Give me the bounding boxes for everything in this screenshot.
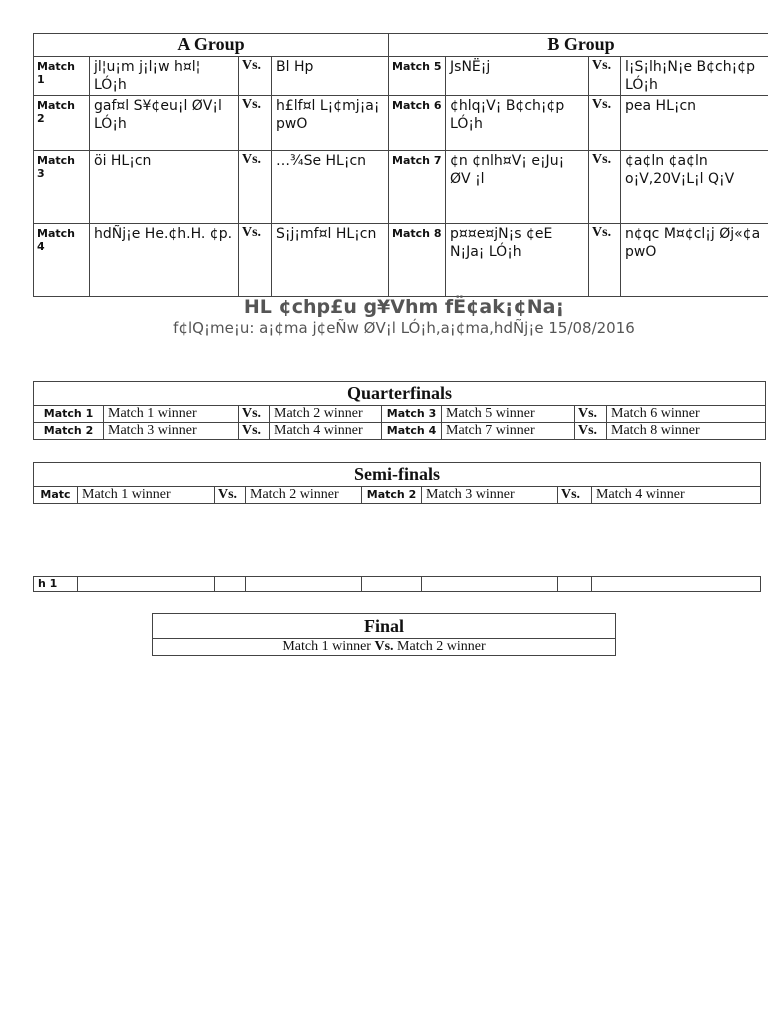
vs-label: Vs. bbox=[589, 57, 621, 96]
table-row bbox=[34, 577, 761, 592]
match-label: Match 3 bbox=[382, 406, 442, 423]
match-label: Match 2 bbox=[34, 423, 104, 440]
team-name: pea HL¡cn bbox=[621, 96, 768, 151]
match-label: h 1 bbox=[34, 577, 78, 592]
table-row bbox=[34, 151, 768, 224]
vs-label: Vs. bbox=[558, 487, 592, 504]
team-slot: Match 8 winner bbox=[607, 423, 766, 440]
team-name: JsNË¡j bbox=[446, 57, 589, 96]
team-name: Bl Hp bbox=[272, 57, 389, 96]
quarterfinals-title: Quarterfinals bbox=[34, 382, 766, 406]
empty-cell bbox=[422, 577, 558, 592]
team-slot: Match 2 winner bbox=[246, 487, 362, 504]
team-name: ¢n ¢nlh¤V¡ e¡Ju¡ ØV ¡l bbox=[446, 151, 589, 224]
team-name: hdÑj¡e He.¢h.H. ¢p. bbox=[90, 224, 239, 297]
team-name: p¤¤e¤jN¡s ¢eE N¡Ja¡ LÓ¡h bbox=[446, 224, 589, 297]
team-slot: Match 1 winner bbox=[104, 406, 239, 423]
semifinals-title: Semi-finals bbox=[34, 463, 761, 487]
empty-cell bbox=[215, 577, 246, 592]
vs-label: Vs. bbox=[589, 224, 621, 297]
match-label: Match 6 bbox=[389, 96, 446, 151]
team-name: ¢hlq¡V¡ B¢ch¡¢p LÓ¡h bbox=[446, 96, 589, 151]
final-title: Final bbox=[153, 614, 616, 639]
group-a-title: A Group bbox=[34, 34, 389, 57]
vs-label: Vs. bbox=[589, 151, 621, 224]
vs-label: Vs. bbox=[239, 423, 270, 440]
match-label: Match 1 bbox=[34, 406, 104, 423]
team-name: …¾Se HL¡cn bbox=[272, 151, 389, 224]
vs-label: Vs. bbox=[239, 151, 272, 224]
team-slot: Match 2 winner bbox=[270, 406, 382, 423]
vs-label: Vs. bbox=[239, 224, 272, 297]
team-slot: Match 2 winner bbox=[397, 639, 486, 654]
match-label: Match 2 bbox=[362, 487, 422, 504]
quarterfinals-table bbox=[33, 381, 766, 440]
match-label: Match 8 bbox=[389, 224, 446, 297]
team-name: jl¦u¡m j¡l¡w h¤l¦ LÓ¡h bbox=[90, 57, 239, 96]
tournament-title: HL ¢chp£u g¥Vhm fË¢ak¡¢Na¡ bbox=[243, 296, 565, 318]
table-row bbox=[34, 224, 768, 297]
match-label: Match 5 bbox=[389, 57, 446, 96]
team-name: h£lf¤l L¡¢mj¡a¡ pwO bbox=[272, 96, 389, 151]
team-slot: Match 3 winner bbox=[104, 423, 239, 440]
vs-label: Vs. bbox=[215, 487, 246, 504]
semifinals-table bbox=[33, 462, 761, 504]
team-name: l¡S¡lh¡N¡e B¢ch¡¢p LÓ¡h bbox=[621, 57, 768, 96]
vs-label: Vs. bbox=[239, 57, 272, 96]
match-label: Match 4 bbox=[382, 423, 442, 440]
team-name: S¡j¡mf¤l HL¡cn bbox=[272, 224, 389, 297]
final-matchup bbox=[153, 639, 616, 656]
match-label: Match 1 bbox=[34, 57, 90, 96]
team-slot: Match 4 winner bbox=[270, 423, 382, 440]
semifinals-overflow-row bbox=[33, 576, 761, 592]
team-slot: Match 1 winner bbox=[78, 487, 215, 504]
team-slot: Match 7 winner bbox=[442, 423, 575, 440]
table-row bbox=[34, 406, 766, 423]
team-slot: Match 6 winner bbox=[607, 406, 766, 423]
table-row bbox=[153, 639, 616, 656]
table-row bbox=[34, 57, 768, 96]
empty-cell bbox=[78, 577, 215, 592]
team-slot: Match 4 winner bbox=[592, 487, 761, 504]
match-label: Match 7 bbox=[389, 151, 446, 224]
team-slot: Match 5 winner bbox=[442, 406, 575, 423]
match-label: Match 4 bbox=[34, 224, 90, 297]
empty-cell bbox=[246, 577, 362, 592]
tournament-subtitle: f¢lQ¡me¡u: a¡¢ma j¢eÑw ØV¡l LÓ¡h,a¡¢ma,hdÑj¡e 15/08/2016 bbox=[173, 319, 635, 337]
vs-label: Vs. bbox=[575, 406, 607, 423]
final-table bbox=[152, 613, 616, 656]
empty-cell bbox=[558, 577, 592, 592]
vs-label: Vs. bbox=[589, 96, 621, 151]
vs-label: Vs. bbox=[239, 406, 270, 423]
match-label: Match 2 bbox=[34, 96, 90, 151]
team-name: öi HL¡cn bbox=[90, 151, 239, 224]
empty-cell bbox=[592, 577, 761, 592]
match-label: Matc bbox=[34, 487, 78, 504]
match-label: Match 3 bbox=[34, 151, 90, 224]
empty-cell bbox=[362, 577, 422, 592]
team-name: gaf¤l S¥¢eu¡l ØV¡l LÓ¡h bbox=[90, 96, 239, 151]
team-name: ¢a¢ln ¢a¢ln o¡V,20V¡L¡l Q¡V bbox=[621, 151, 768, 224]
team-name: n¢qc M¤¢cl¡j Øj«¢a pwO bbox=[621, 224, 768, 297]
group-stage-table bbox=[33, 33, 768, 297]
table-row bbox=[34, 96, 768, 151]
group-b-title: B Group bbox=[389, 34, 768, 57]
vs-label: Vs. bbox=[239, 96, 272, 151]
vs-label: Vs. bbox=[374, 639, 394, 654]
table-row bbox=[34, 423, 766, 440]
team-slot: Match 3 winner bbox=[422, 487, 558, 504]
vs-label: Vs. bbox=[575, 423, 607, 440]
team-slot: Match 1 winner bbox=[282, 639, 371, 654]
table-row bbox=[34, 487, 761, 504]
